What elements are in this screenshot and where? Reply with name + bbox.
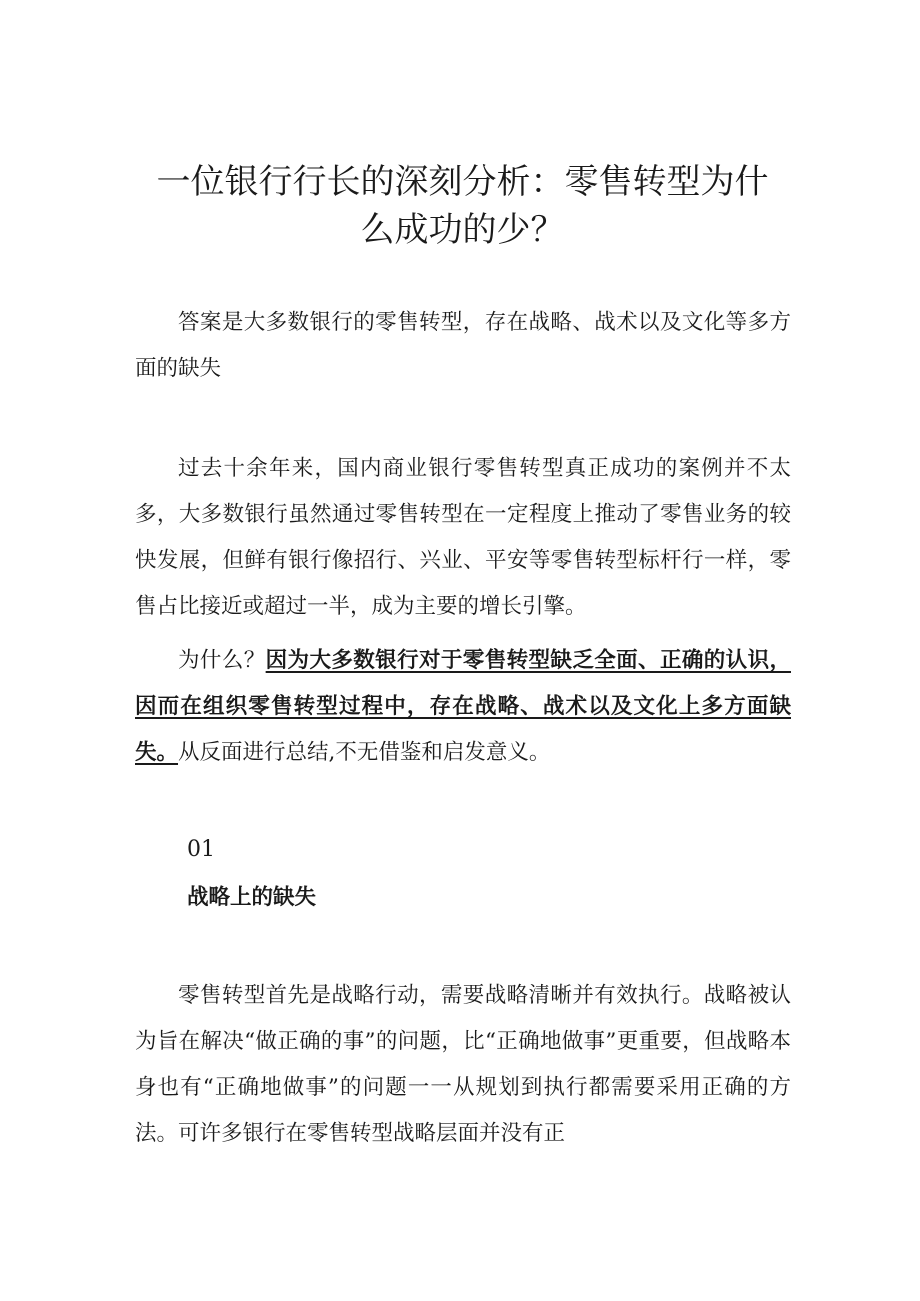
section-title: 战略上的缺失	[187, 885, 317, 910]
body-paragraph-3: 零售转型首先是战略行动，需要战略清晰并有效执行。战略被认为旨在解决“做正确的事”的问题，比“正确地做事”更重要，但战略本身也有“正确地做事”的问题一一从规划到执行都需要采用正确的方法。可许多银行在零售转型战略层面并没有正	[135, 983, 791, 1146]
section-number: 01	[187, 837, 215, 862]
intro-paragraph: 答案是大多数银行的零售转型，存在战略、战术以及文化等多方面的缺失	[135, 310, 791, 381]
article-title-line-2: 么成功的少？	[360, 210, 565, 250]
para2-emphasis: 因为大多数银行对于零售转型缺乏全面、正确的认识，因而在组织零售转型过程中，存在战略、战术以及文化上多方面缺失。	[135, 648, 791, 765]
para2-suffix: 从反面进行总结,不无借鉴和启发意义。	[178, 740, 551, 765]
body-paragraph-1: 过去十余年来，国内商业银行零售转型真正成功的案例并不太多，大多数银行虽然通过零售转型在一定程度上推动了零售业务的较快发展，但鲜有银行像招行、兴业、平安等零售转型标杆行一样，零售占比接近或超过一半，成为主要的增长引擎。	[135, 456, 791, 619]
article-title-line-1: 一位银行行长的深刻分析：零售转型为什	[156, 162, 769, 202]
body-paragraph-2	[135, 638, 791, 776]
para2-prefix: 为什么？	[178, 648, 266, 673]
